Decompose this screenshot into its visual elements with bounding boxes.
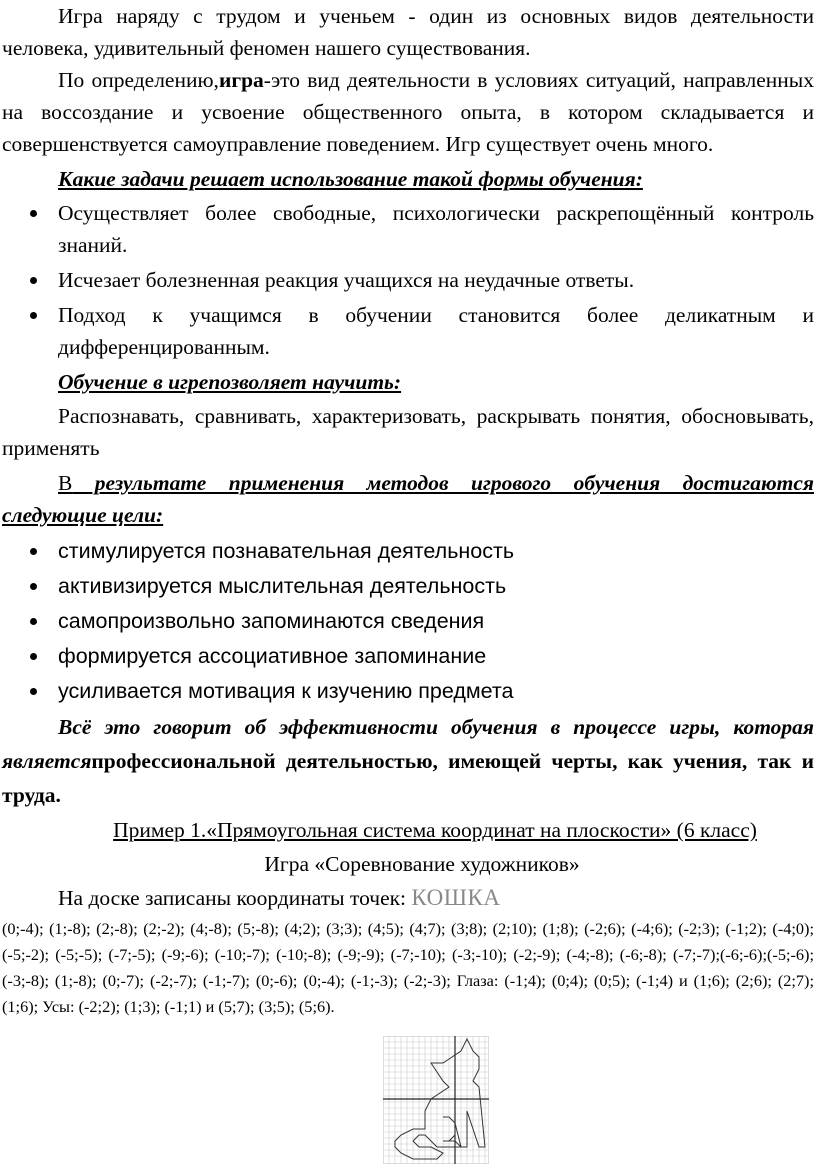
list-item-text: стимулируется познавательная деятельность <box>58 539 515 563</box>
bullet-icon <box>30 312 37 319</box>
definition-lead: По определению, <box>58 68 219 92</box>
list-item-text: Подход к учащимся в обучении становится более деликатным и дифференцированным. <box>58 303 814 359</box>
coordinates-list: (0;-4); (1;-8); (2;-8); (2;-2); (4;-8); (5;-8); (4;2); (3;3); (4;5); (4;7); (3;8); (2;10); (1;8); (-2;6); (-4;6); (-2;3); (-1;2); (-4;0);(-5;-2); (-5;-5); (-7;-5); (-9;-6); (-10;-7); (-10;-8); (-9;-9); (-7;-10); (-3;-10); (-2;-9); (-4;-8); (-6;-8); (-7;-7);(-6;-6);(-5;-6); (-3;-8); (1;-8); (0;-7); (-2;-7); (-1;-7); (0;-6); (0;-4); (-1;-3); (-2;-3); Глаза: (-1;4); (0;4); (0;5); (-1;4) и (1;6); (2;6); (2;7); (1;6); Усы: (-2;2); (1;3); (-1;1) и (5;7); (3;5); (5;6). <box>2 919 814 1016</box>
conclusion-italic: Всё это говорит об эффективности обучения в процессе игры, которая является <box>2 715 814 773</box>
tasks-heading: Какие задачи решает использование такой формы обучения: <box>58 167 643 191</box>
bullet-icon <box>30 653 37 660</box>
goals-heading <box>0 467 816 531</box>
list-item <box>0 535 816 567</box>
list-item-text: Исчезает болезненная реакция учащихся на неудачные ответы. <box>58 268 635 292</box>
goals-heading-text: результате применения методов игрового обучения достигаются следующие цели: <box>2 471 814 527</box>
bullet-icon <box>30 548 37 555</box>
list-item <box>0 197 816 261</box>
definition-text: -это вид деятельности в условиях ситуаций, направленных на воссоздание и усвоение общественного опыта, в котором складывается и совершенствуется самоуправление поведением. Игр существует очень много. <box>2 68 815 156</box>
list-item <box>0 605 816 637</box>
definition-term: игра <box>218 68 264 92</box>
list-item <box>0 570 816 602</box>
board-keyword: КОШКА <box>411 885 501 910</box>
cat-grid-figure <box>383 1036 489 1164</box>
intro-paragraph: Игра наряду с трудом и ученьем - один из основных видов деятельности человека, удивительный феномен нашего существования. <box>2 4 814 60</box>
list-item-text: активизируется мыслительная деятельность <box>58 574 507 598</box>
list-item-text: Осуществляет более свободные, психологически раскрепощённый контроль знаний. <box>58 201 814 257</box>
bullet-icon <box>30 583 37 590</box>
list-item <box>0 640 816 672</box>
learning-paragraph: Распознавать, сравнивать, характеризовать, раскрывать понятия, обосновывать, применять <box>2 404 814 460</box>
list-item <box>0 264 816 296</box>
example-title: Пример 1.«Прямоугольная система координат на плоскости» (6 класс) <box>113 818 757 842</box>
conclusion-bold: профессиональной деятельностью, имеющей черты, как учения, так и труда. <box>2 749 814 807</box>
list-item-text: формируется ассоциативное запоминание <box>58 644 487 668</box>
bullet-icon <box>30 210 37 217</box>
learning-heading: Обучение в игрепозволяет научить: <box>58 370 402 394</box>
board-paragraph <box>0 882 816 914</box>
conclusion-paragraph <box>0 710 816 812</box>
bullet-icon <box>30 688 37 695</box>
list-item <box>0 675 816 707</box>
bullet-icon <box>30 277 37 284</box>
goals-list <box>0 535 816 707</box>
board-text: На доске записаны координаты точек: <box>58 886 407 910</box>
list-item-text: самопроизвольно запоминаются сведения <box>58 609 485 633</box>
tasks-list <box>0 197 816 363</box>
definition-paragraph <box>0 64 816 160</box>
list-item-text: усиливается мотивация к изучению предмета <box>58 679 514 703</box>
game-title: Игра «Соревнование художников» <box>264 852 580 876</box>
bullet-icon <box>30 618 37 625</box>
goals-heading-lead: В <box>58 471 73 495</box>
list-item <box>0 299 816 363</box>
